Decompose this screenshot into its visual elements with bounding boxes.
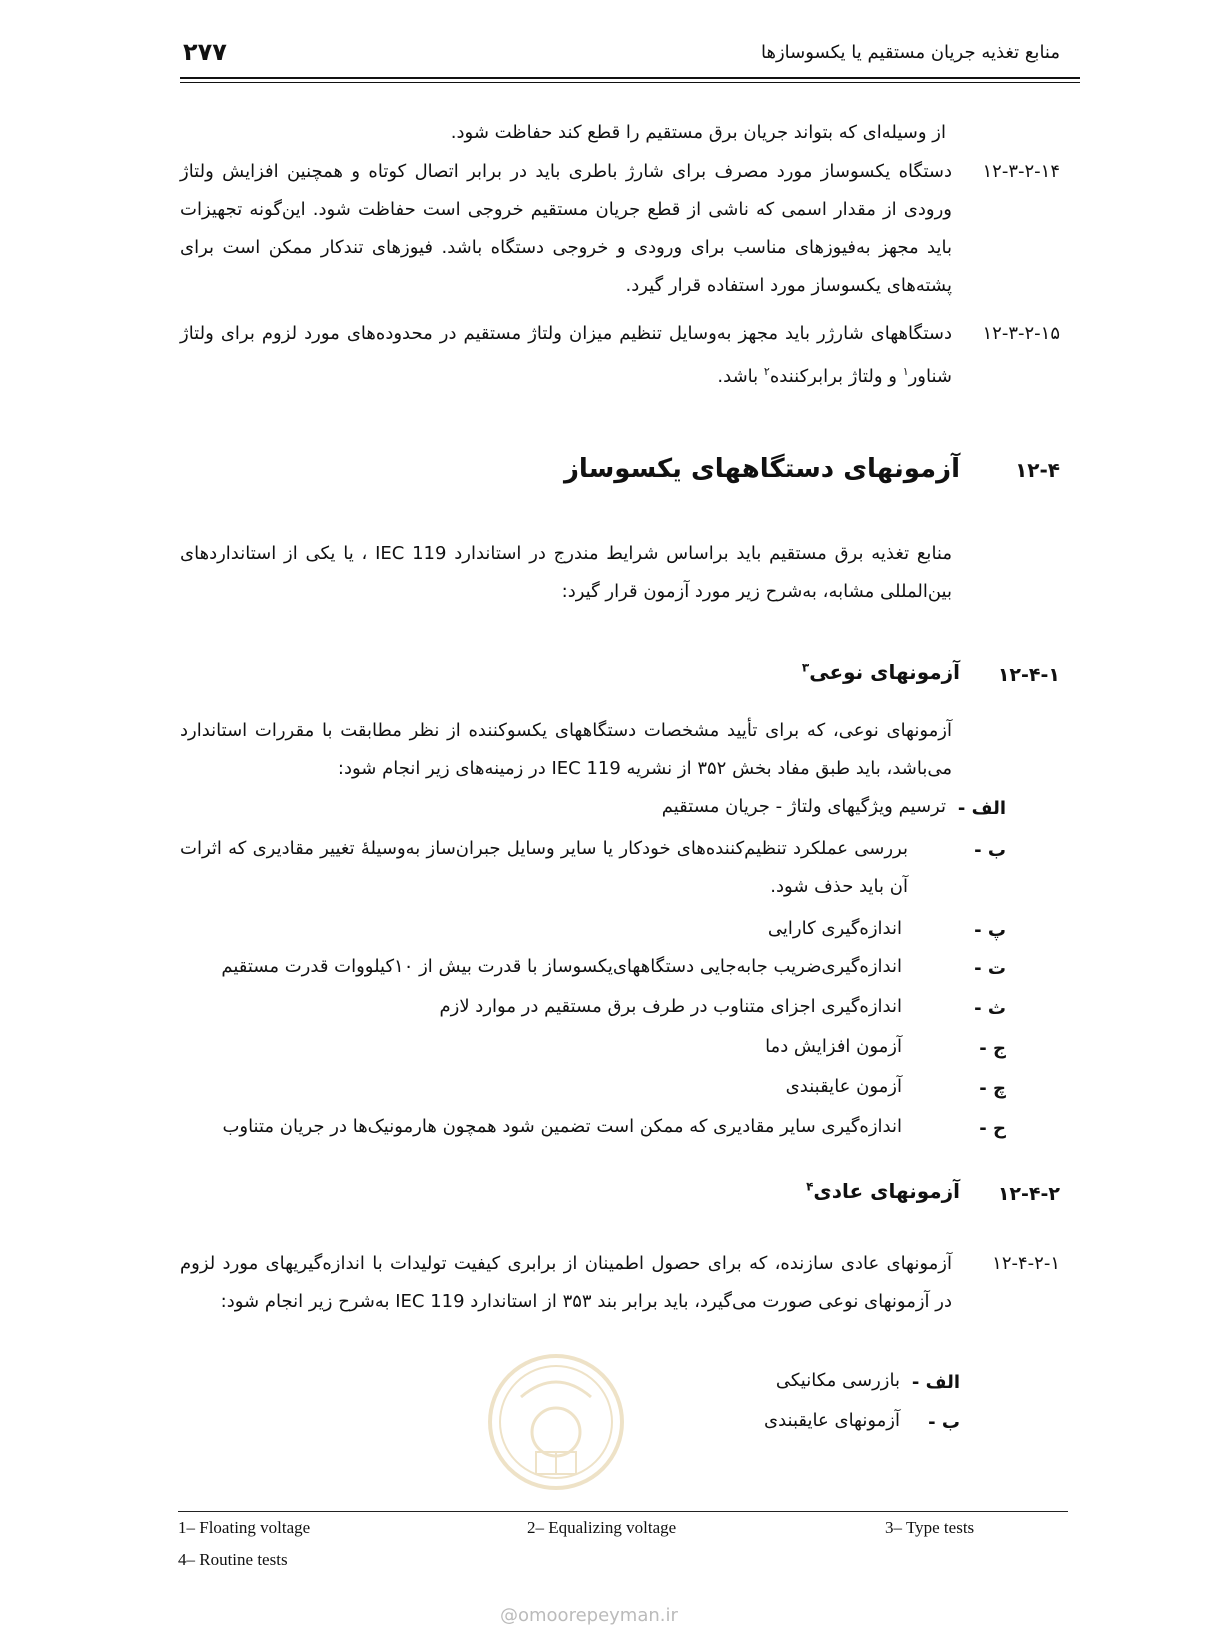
- section-number: ۱۲-۴: [1015, 458, 1060, 482]
- subsection-title: آزمونهای نوعی$^۳$: [801, 660, 960, 684]
- continuation-text: از وسیله‌ای که بتواند جریان برق مستقیم را قطع کند حفاظت شود.: [450, 122, 946, 143]
- header-rule: [180, 77, 1080, 79]
- clause-text: دستگاههای شارژر باید مجهز به‌وسایل تنظیم میزان ولتاژ مستقیم در محدوده‌های مورد لزوم برای ولتاژ شناور$^۱$ و ولتاژ برابرکننده$^۲$ باشد.: [180, 323, 952, 387]
- page-number: ۲۷۷: [183, 38, 227, 66]
- footnote-marker: ۳: [801, 660, 810, 675]
- list-item: اندازه‌گیری کارایی: [767, 918, 902, 939]
- footnote: 4– Routine tests: [178, 1550, 288, 1569]
- list-item: اندازه‌گیری‌ضریب جابه‌جایی دستگاههای‌یکسوساز با قدرت بیش از ۱۰کیلووات قدرت مستقیم: [221, 956, 902, 977]
- list-item: آزمونهای عایقبندی: [764, 1410, 900, 1431]
- list-item: اندازه‌گیری اجزای متناوب در طرف برق مستقیم در موارد لازم: [439, 996, 902, 1017]
- section-intro: منابع تغذیه برق مستقیم باید براساس شرایط مندرج در استاندارد IEC 119 ، یا یکی از استانداردهای بین‌المللی مشابه، به‌شرح زیر مورد آزمون قرار گیرد:: [180, 543, 952, 602]
- running-head: منابع تغذیه جریان مستقیم یا یکسوسازها: [760, 42, 1060, 63]
- list-item-letter: پ -: [974, 920, 1006, 941]
- list-item: آزمون افزایش دما: [765, 1036, 902, 1057]
- footnote: 3– Type tests: [885, 1518, 975, 1537]
- list-item-letter: ت -: [974, 958, 1006, 979]
- list-item: اندازه‌گیری سایر مقادیری که ممکن است تضمین شود همچون هارمونیک‌ها در جریان متناوب: [222, 1116, 902, 1137]
- clause-text: دستگاه یکسوساز مورد مصرف برای شارژ باطری باید در برابر اتصال کوتاه و همچنین افزایش ولتاژ ورودی از مقدار اسمی که ناشی از قطع جریان مستقیم خروجی است حفاظت شود. این‌گونه تجهیزات باید مجهز به‌فیوزهای مناسب برای ورودی و خروجی دستگاه باشد. فیوزهای تندکار ممکن است برای پشته‌های یکسوساز مورد استفاده قرار گیرد.: [180, 161, 952, 296]
- clause-text: آزمونهای عادی سازنده، که برای حصول اطمینان از برابری کیفیت تولیدات با اندازه‌گیریهای مورد لزوم در آزمونهای نوعی صورت می‌گیرد، باید برابر بند ۳۵۳ از استاندارد IEC 119 به‌شرح زیر انجام شود:: [180, 1253, 952, 1312]
- footnote-marker: ۱: [902, 365, 909, 378]
- footnote-rule: [178, 1511, 1068, 1512]
- section-title: آزمونهای دستگاههای یکسوساز: [563, 454, 960, 484]
- footnote: 2– Equalizing voltage: [527, 1518, 677, 1537]
- list-item-letter: ب -: [974, 840, 1006, 861]
- list-item-letter: ج -: [979, 1038, 1006, 1059]
- subsection-intro: آزمونهای نوعی، که برای تأیید مشخصات دستگاههای یکسوکننده از نظر مطابقت با مقررات استاندارد می‌باشد، باید طبق مفاد بخش ۳۵۲ از نشریه IEC 119 در زمینه‌های زیر انجام شود:: [180, 720, 952, 779]
- subsection-title: آزمونهای عادی$^۴$: [806, 1179, 960, 1203]
- list-item: ترسیم ویژگیهای ولتاژ - جریان مستقیم: [661, 796, 946, 817]
- subsection-number: ۱۲-۴-۱: [997, 664, 1060, 686]
- footnote-marker: ۴: [806, 1179, 814, 1194]
- list-item: آزمون عایقبندی: [785, 1076, 902, 1097]
- subsection-number: ۱۲-۴-۲: [997, 1183, 1060, 1205]
- list-item: بررسی عملکرد تنظیم‌کننده‌های خودکار یا سایر وسایل جبران‌ساز به‌وسیلهٔ تغییر مقادیری که اثرات آن باید حذف شود.: [180, 838, 908, 897]
- watermark-seal-icon: [486, 1352, 626, 1492]
- footnote-marker: ۲: [763, 365, 770, 378]
- list-item: بازرسی مکانیکی: [775, 1370, 900, 1391]
- list-item-letter: ح -: [979, 1118, 1006, 1139]
- clause-number: ۱۲-۴-۲-۱: [992, 1253, 1060, 1274]
- list-item-letter: چ -: [979, 1078, 1006, 1099]
- footnote: 1– Floating voltage: [178, 1518, 311, 1537]
- list-item-letter: الف -: [911, 1372, 960, 1393]
- list-item-letter: الف -: [957, 798, 1006, 819]
- list-item-letter: ث -: [974, 998, 1006, 1019]
- watermark-website: @omoorepeyman.ir: [500, 1605, 678, 1626]
- clause-number: ۱۲-۳-۲-۱۵: [982, 323, 1060, 344]
- list-item-letter: ب -: [928, 1412, 960, 1433]
- clause-number: ۱۲-۳-۲-۱۴: [982, 161, 1060, 182]
- header-rule-thin: [180, 82, 1080, 83]
